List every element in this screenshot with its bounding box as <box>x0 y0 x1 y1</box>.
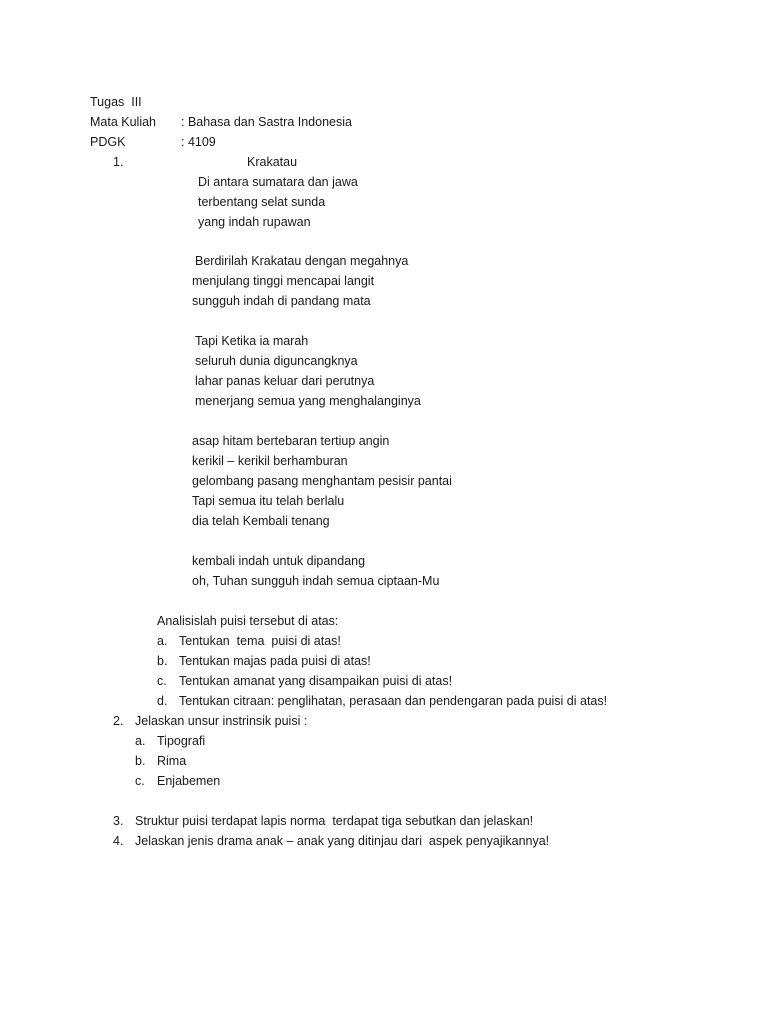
sub-letter: c. <box>135 774 145 788</box>
question-1-number: 1. <box>113 155 124 169</box>
poem-line: kerikil – kerikil berhamburan <box>192 454 348 468</box>
sub-letter: d. <box>157 694 168 708</box>
poem-line: seluruh dunia diguncangknya <box>195 354 358 368</box>
poem-line: lahar panas keluar dari perutnya <box>195 374 375 388</box>
sub-letter: a. <box>135 734 146 748</box>
question-2-number: 2. <box>113 714 124 728</box>
poem-line: kembali indah untuk dipandang <box>192 554 366 568</box>
poem-line: Di antara sumatara dan jawa <box>198 175 358 189</box>
sub-letter: c. <box>157 674 167 688</box>
sub-letter: b. <box>135 754 146 768</box>
sub-letter: b. <box>157 654 168 668</box>
question-4-text: Jelaskan jenis drama anak – anak yang ditinjau dari aspek penyajikannya! <box>135 834 550 848</box>
sub-item-text: Tentukan amanat yang disampaikan puisi di atas! <box>179 674 453 688</box>
poem-line: Tapi Ketika ia marah <box>195 334 309 348</box>
question-3-number: 3. <box>113 814 124 828</box>
question-2-text: Jelaskan unsur instrinsik puisi : <box>135 714 308 728</box>
question-1-instruction: Analisislah puisi tersebut di atas: <box>157 614 339 628</box>
question-4-number: 4. <box>113 834 124 848</box>
poem-line: Berdirilah Krakatau dengan megahnya <box>195 254 409 268</box>
course-value: : Bahasa dan Sastra Indonesia <box>181 115 352 129</box>
poem-line: menjulang tinggi mencapai langit <box>192 274 375 288</box>
poem-line: yang indah rupawan <box>198 215 311 229</box>
sub-item-text: Tentukan tema puisi di atas! <box>179 634 341 648</box>
poem-line: asap hitam bertebaran tertiup angin <box>192 434 390 448</box>
code-value: : 4109 <box>181 135 216 149</box>
sub-item-text: Rima <box>157 754 187 768</box>
sub-item-text: Tentukan citraan: penglihatan, perasaan dan pendengaran pada puisi di atas! <box>179 694 608 708</box>
poem-line: dia telah Kembali tenang <box>192 514 330 528</box>
poem-line: oh, Tuhan sungguh indah semua ciptaan-Mu <box>192 574 440 588</box>
code-label: PDGK <box>90 135 126 149</box>
course-label: Mata Kuliah <box>90 115 157 129</box>
poem-line: menerjang semua yang menghalanginya <box>195 394 421 408</box>
poem-line: Tapi semua itu telah berlalu <box>192 494 345 508</box>
assignment-title: Tugas III <box>90 95 142 109</box>
poem-title: Krakatau <box>247 155 298 169</box>
question-3-text: Struktur puisi terdapat lapis norma terdapat tiga sebutkan dan jelaskan! <box>135 814 534 828</box>
poem-line: sungguh indah di pandang mata <box>192 294 371 308</box>
sub-letter: a. <box>157 634 168 648</box>
sub-item-text: Enjabemen <box>157 774 221 788</box>
sub-item-text: Tipografi <box>157 734 206 748</box>
poem-line: gelombang pasang menghantam pesisir pantai <box>192 474 452 488</box>
sub-item-text: Tentukan majas pada puisi di atas! <box>179 654 371 668</box>
poem-line: terbentang selat sunda <box>198 195 326 209</box>
